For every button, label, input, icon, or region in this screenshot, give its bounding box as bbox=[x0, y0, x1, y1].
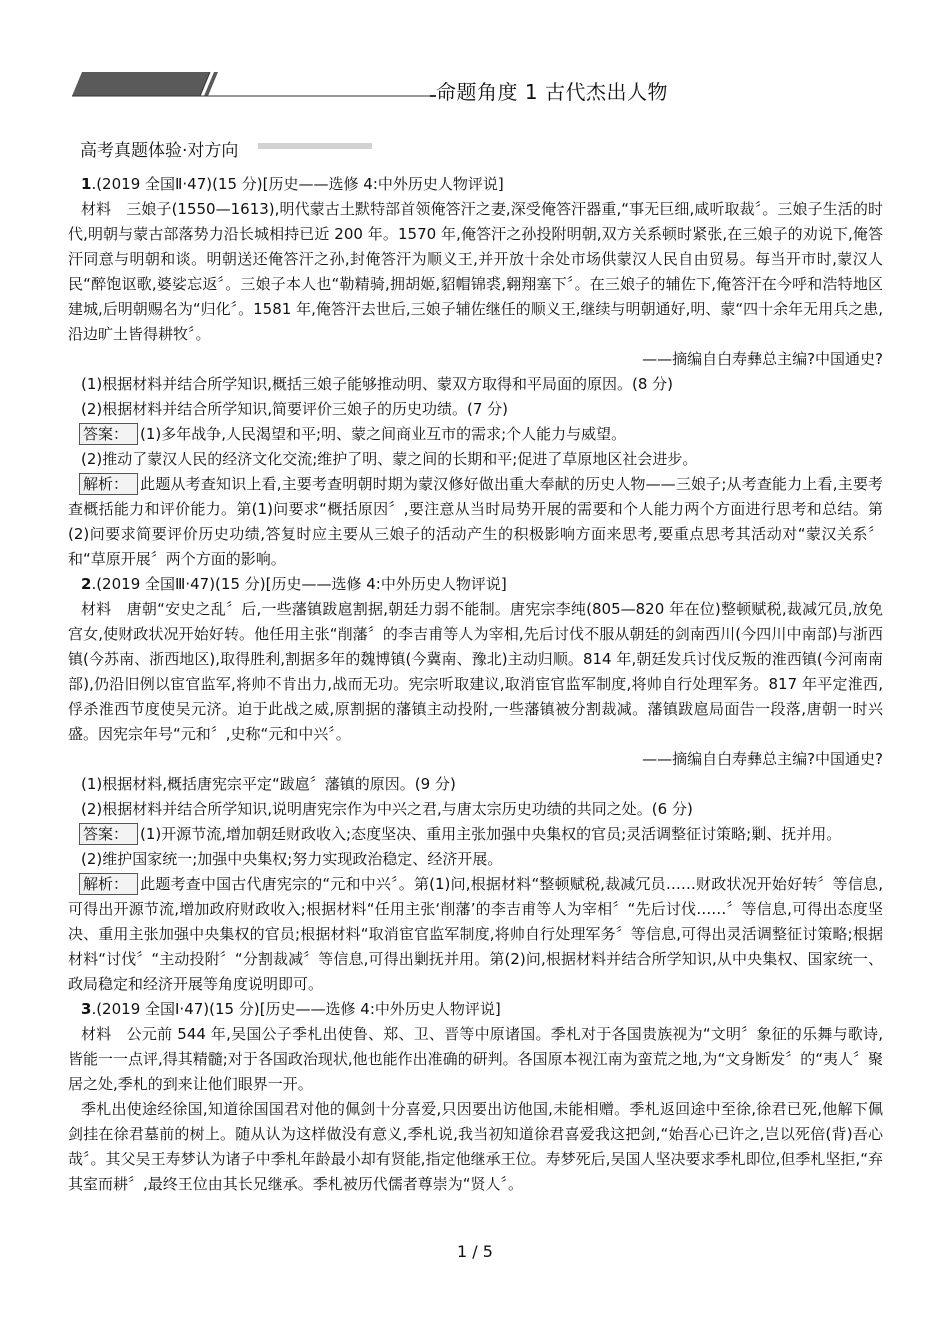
analysis-label: 解析： bbox=[79, 473, 138, 495]
answer-line bbox=[68, 422, 883, 447]
chapter-banner bbox=[68, 70, 888, 110]
answer-label: 答案： bbox=[79, 823, 138, 845]
question-source: .(2019 全国Ⅰ·47)(15 分)[历史——选修 4:中外历史人物评说] bbox=[91, 1000, 501, 1018]
material-citation: ——摘编自白寿彝总主编?中国通史? bbox=[642, 750, 883, 768]
subquestion: (2)根据材料并结合所学知识,说明唐宪宗作为中兴之君,与唐太宗历史功绩的共同之处。(6 分) bbox=[81, 800, 693, 818]
answer-text: (1)多年战争,人民渴望和平;明、蒙之间商业互市的需求;个人能力与威望。 bbox=[140, 425, 627, 443]
question-3-material: 季札出使途经徐国,知道徐国国君对他的佩剑十分喜爱,只因要出访他国,未能相赠。季札返回途中至徐,徐君已死,他解下佩剑挂在徐君墓前的树上。随从认为这样做没有意义,季札说,我当初知道徐君喜爱我这把剑,“始吾心已许之,岂以死倍(背)吾心哉〞。其父吴王寿梦认为诸子中季札年龄最小却有贤能,指定他继承王位。寿梦死后,吴国人坚决要求季札即位,但季札坚拒,“弃其室而耕〞,最终王位由其长兄继承。季札被历代儒者尊崇为“贤人〞。 bbox=[68, 1100, 883, 1193]
document-content bbox=[68, 172, 883, 1197]
subquestion: (2)根据材料并结合所学知识,简要评价三娘子的历史功绩。(7 分) bbox=[81, 400, 509, 418]
analysis-text: 此题从考查知识上看,主要考查明朝时期为蒙汉修好做出重大奉献的历史人物——三娘子;从考查能力上看,主要考查概括能力和评价能力。第(1)问要求“概括原因〞,要注意从当时局势开展的需要和个人能力两个方面进行思考和总结。第(2)问要求简要评价历史功绩,答复时应主要从三娘子的活动产生的积极影响方面来思考,要重点思考其活动对“蒙汉关系〞和“草原开展〞两个方面的影响。 bbox=[68, 475, 883, 568]
answer-line: (2)维护国家统一;加强中央集权;努力实现政治稳定、经济开展。 bbox=[81, 850, 503, 868]
question-source: .(2019 全国Ⅱ·47)(15 分)[历史——选修 4:中外历史人物评说] bbox=[91, 175, 504, 193]
section-heading: 高考真题体验·对方向 bbox=[80, 141, 239, 161]
question-3-material: 材料 公元前 544 年,吴国公子季札出使鲁、郑、卫、晋等中原诸国。季札对于各国贵族视为“文明〞象征的乐舞与歌诗,皆能一一点评,得其精髓;对于各国政治现状,他也能作出准确的研判。各国原本视江南为蛮荒之地,为“文身断发〞的“夷人〞聚居之处,季札的到来让他们眼界一开。 bbox=[68, 1025, 883, 1093]
analysis-block bbox=[68, 472, 883, 572]
material-citation: ——摘编自白寿彝总主编?中国通史? bbox=[642, 350, 883, 368]
question-2-header bbox=[68, 572, 883, 597]
analysis-block bbox=[68, 872, 883, 997]
page-number: 1 / 5 bbox=[457, 1242, 493, 1261]
question-1-material: 材料 三娘子(1550—1613),明代蒙古土默特部首领俺答汗之妻,深受俺答汗器重,“事无巨细,咸听取裁〞。三娘子生活的时代,明朝与蒙古部落势力沿长城相持已近 200 年。1570 年,俺答汗之孙投附明朝,双方关系顿时紧张,在三娘子的劝说下,俺答汗同意与明朝和谈。明朝送还俺答汗之孙,封俺答汗为顺义王,并开放十余处市场供蒙汉人民自由贸易。每当开市时,蒙汉人民“醉饱讴歌,婆娑忘返〞。三娘子本人也“勒精骑,拥胡姬,貂帽锦裘,翱翔塞下〞。在三娘子的辅佐下,俺答汗在今呼和浩特地区建城,后明朝赐名为“归化〞。1581 年,俺答汗去世后,三娘子辅佐继任的顺义王,继续与明朝通好,明、蒙“四十余年无用兵之患,沿边旷土皆得耕牧〞。 bbox=[68, 200, 883, 343]
analysis-label: 解析： bbox=[79, 873, 138, 895]
answer-line bbox=[68, 822, 883, 847]
subquestion: (1)根据材料并结合所学知识,概括三娘子能够推动明、蒙双方取得和平局面的原因。(8 分) bbox=[81, 375, 674, 393]
subquestion: (1)根据材料,概括唐宪宗平定“跋扈〞藩镇的原因。(9 分) bbox=[81, 775, 456, 793]
page-title: 命题角度 1 古代杰出人物 bbox=[436, 80, 668, 104]
question-1-header bbox=[68, 172, 883, 197]
analysis-text: 此题考查中国古代唐宪宗的“元和中兴〞。第(1)问,根据材料“整顿赋税,裁减冗员……财政状况开始好转〞等信息,可得出开源节流,增加政府财政收入;根据材料“任用主张‘削藩’的李吉甫等人为宰相〞“先后讨伐……〞等信息,可得出态度坚决、重用主张加强中央集权的官员;根据材料“取消宦官监军制度,将帅自行处理军务〞等信息,可得出灵活调整征讨策略;根据材料“讨伐〞“主动投附〞“分割裁减〞等信息,可得出剿抚并用。第(2)问,根据材料并结合所学知识,从中央集权、国家统一、政局稳定和经济开展等角度说明即可。 bbox=[68, 875, 883, 993]
answer-line: (2)推动了蒙汉人民的经济文化交流;维护了明、蒙之间的长期和平;促进了草原地区社会进步。 bbox=[81, 450, 698, 468]
answer-text: (1)开源节流,增加朝廷财政收入;态度坚决、重用主张加强中央集权的官员;灵活调整征讨策略;剿、抚并用。 bbox=[140, 825, 842, 843]
question-source: .(2019 全国Ⅲ·47)(15 分)[历史——选修 4:中外历史人物评说] bbox=[91, 575, 507, 593]
question-2-material: 材料 唐朝“安史之乱〞后,一些藩镇跋扈割据,朝廷力弱不能制。唐宪宗李纯(805—820 年在位)整顿赋税,裁减冗员,放免宫女,使财政状况开始好转。他任用主张“削藩〞的李吉甫等人为宰相,先后讨伐不服从朝廷的剑南西川(今四川中南部)与浙西镇(今苏南、浙西地区),取得胜利,割据多年的魏博镇(今冀南、豫北)主动归顺。814 年,朝廷发兵讨伐反叛的淮西镇(今河南南部),仍沿旧例以宦官监军,将帅不肯出力,战而无功。宪宗听取建议,取消宦官监军制度,将帅自行处理军务。817 年平定淮西,俘杀淮西节度使吴元济。迫于此战之威,原割据的藩镇主动投附,一些藩镇被分割裁减。藩镇跋扈局面告一段落,唐朝一时兴盛。因宪宗年号“元和〞,史称“元和中兴〞。 bbox=[68, 600, 883, 743]
question-number: 1 bbox=[81, 175, 92, 193]
section-heading-bar bbox=[258, 143, 372, 149]
question-number: 3 bbox=[81, 1000, 92, 1018]
question-number: 2 bbox=[81, 575, 92, 593]
question-3-header bbox=[68, 997, 883, 1022]
answer-label: 答案： bbox=[79, 423, 138, 445]
